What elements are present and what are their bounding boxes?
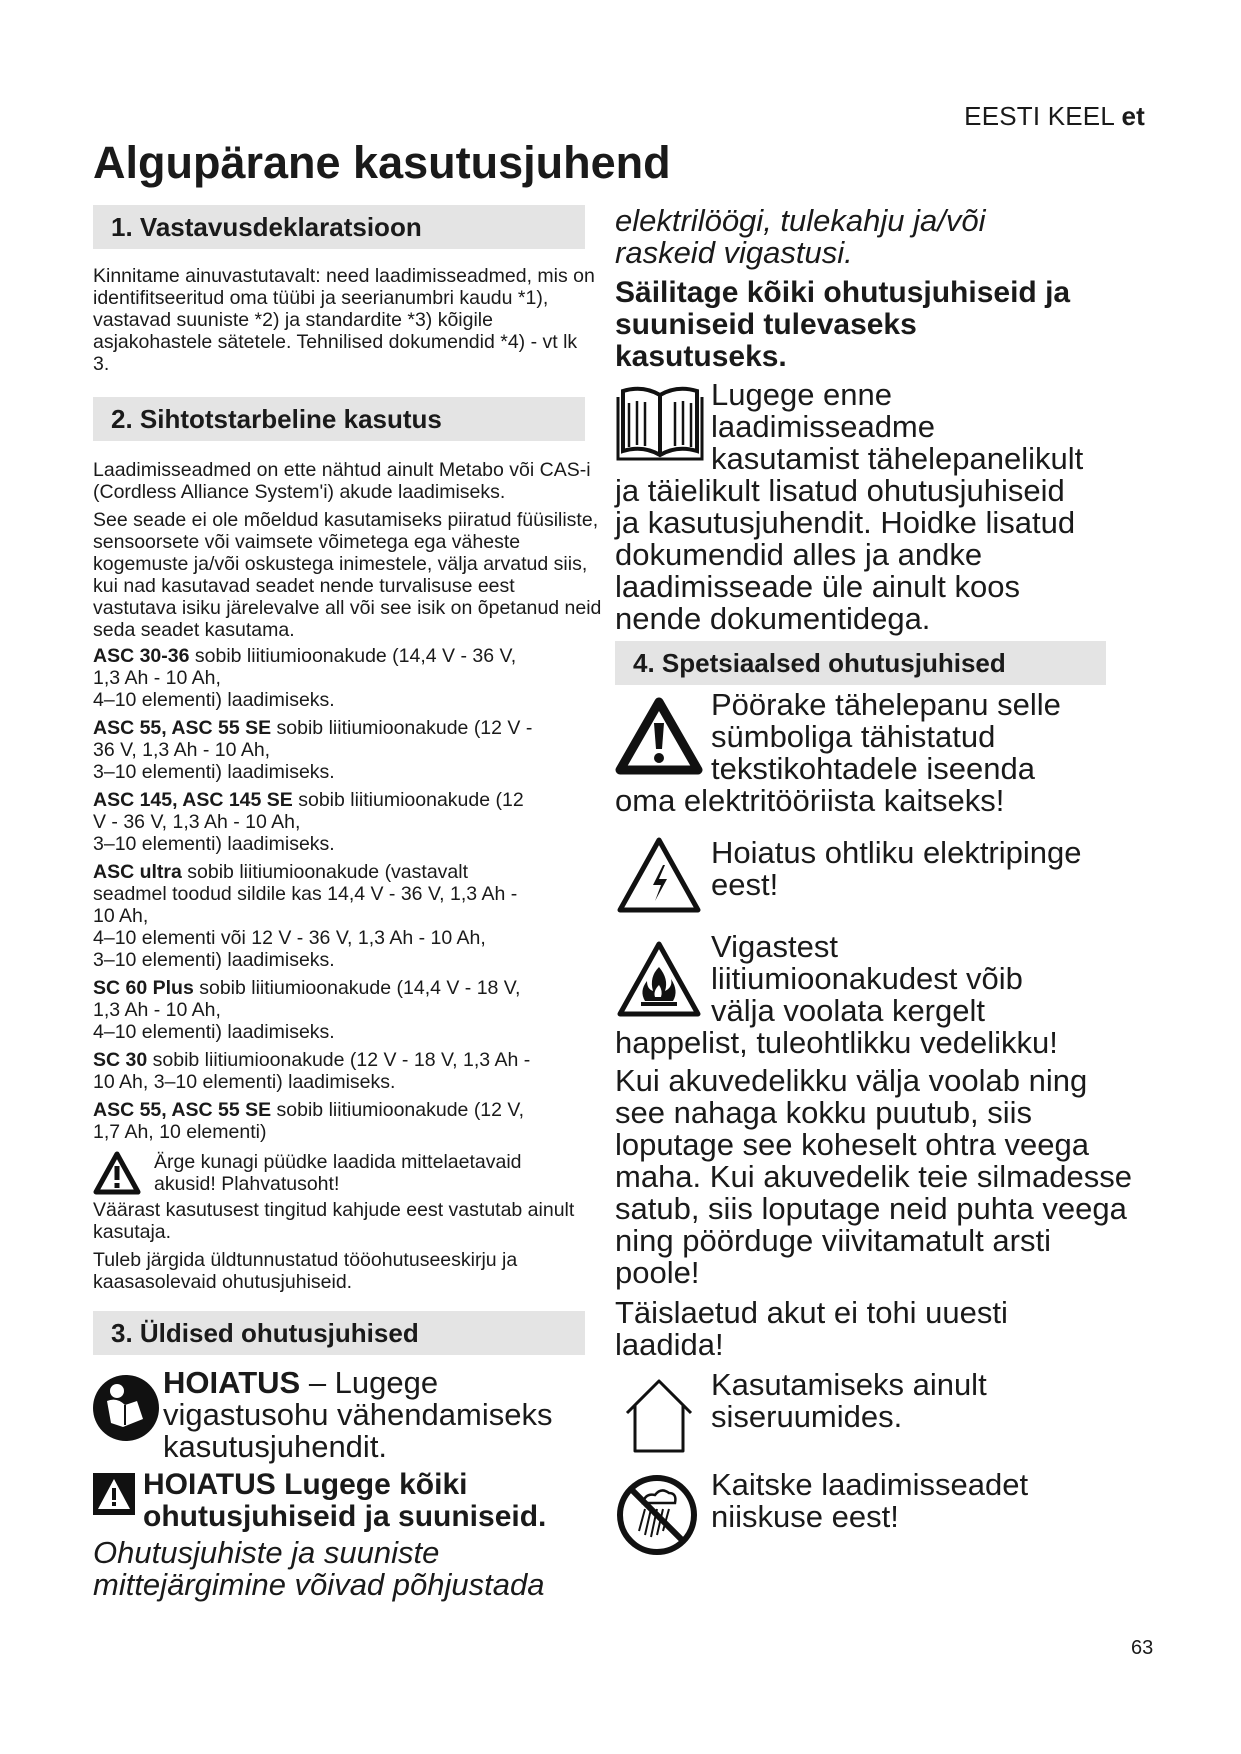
read-manual-warning: HOIATUS – Lugege vigastusohu vähendamiseks kasutusjuhendit. — [93, 1363, 598, 1457]
declaration-text: Kinnitame ainuvastutavalt: need laadimisseadmed, mis on identifitseeritud oma tüübi ja seerianumbri kaudu *1), vastavad suuniste *2) ja standardite *3) kõigile asjakohastele sätetele. Tehnilised dokumendid *4) - vt lk 3. — [93, 265, 595, 375]
open-book-icon — [615, 383, 705, 463]
right-column — [615, 205, 1155, 1561]
battery-fluid-text: Kui akuvedelikku välja voolab ning see nahaga kokku puutub, siis loputage see koheselt ohtra veega maha. Kui akuvedelik teie silmadesse satub, siis loputage neid puhta veega ning pöörduge viivitamatult arsti poole! — [615, 1063, 1132, 1290]
model-entry: ASC 55, ASC 55 SE sobib liitiumioonakude (12 V - 36 V, 1,3 Ah - 10 Ah, 3–10 elementi) laadimiseks. — [93, 717, 533, 783]
liability-text: Väärast kasutusest tingitud kahjude eest vastutab ainult kasutaja. — [93, 1199, 575, 1243]
flammable-icon — [615, 939, 703, 1019]
read-before-use: Lugege enne laadimisseadme kasutamist tähelepanelikult ja täielikult lisatud ohutusjuhiseid ja kasutusjuhendit. Hoidke lisatud dokumendid alles ja andke laadimisseade üle ainult koos nende dokumentidega. — [615, 377, 1084, 636]
safety-rules-text: Tuleb järgida üldtunnustatud tööohutuseeskirju ja kaasasolevaid ohutusjuhiseid. — [93, 1249, 518, 1293]
warning-consequence-text: Ohutusjuhiste ja suuniste mittejärgimine võivad põhjustada — [93, 1535, 545, 1602]
model-entry: ASC 145, ASC 145 SE sobib liitiumioonakude (12 V - 36 V, 1,3 Ah - 10 Ah, 3–10 elementi) laadimiseks. — [93, 789, 524, 855]
intended-use-text-2: See seade ei ole mõeldud kasutamiseks piiratud füüsiliste, sensoorsete või vaimsete võimetega ega väheste kogemuste ja/või oskustega inimestele, välja arvatud siis, kui nad kasutavad seadet nende turvalisuse eest vastutava isiku järelevalve all või see isik on õpetanud neid seda seadet kasutama. — [93, 509, 602, 641]
model-entry: ASC ultra sobib liitiumioonakude (vastavalt seadmel toodud sildile kas 14,4 V - 36 V, 1,3 Ah - 10 Ah, 4–10 elementi või 12 V - 36 V, 1,3 Ah - 10 Ah, 3–10 elementi) laadimiseks. — [93, 861, 518, 971]
house-icon — [617, 1373, 701, 1457]
section-3-heading: 3. Üldised ohutusjuhised — [93, 1311, 585, 1355]
moisture-warning: Kaitske laadimisseadet niiskuse eest! — [615, 1465, 1155, 1561]
language-label: EESTI KEEL et — [964, 101, 1145, 131]
read-manual-icon — [93, 1375, 159, 1441]
model-entry: SC 30 sobib liitiumioonakude (12 V - 18 V, 1,3 Ah - 10 Ah, 3–10 elementi) laadimiseks. — [93, 1049, 531, 1093]
continued-text: elektrilöögi, tulekahju ja/või raskeid vigastusi. — [615, 203, 986, 270]
section-2-heading: 2. Sihtotstarbeline kasutus — [93, 397, 585, 441]
warning-triangle-icon — [93, 1151, 141, 1195]
flammable-warning: Vigastest liitiumioonakudest võib välja voolata kergelt happelist, tuleohtlikku vedelikku! — [615, 929, 1058, 1060]
read-all-warning: HOIATUS Lugege kõiki ohutusjuhiseid ja suuniseid. — [93, 1471, 598, 1537]
page-title: Algupärane kasutusjuhend — [93, 137, 671, 188]
voltage-warning: Hoiatus ohtliku elektripinge eest! — [615, 831, 1155, 931]
attention-note: Pöörake tähelepanu selle sümboliga tähistatud tekstikohtadele iseenda oma elektritööriista kaitseks! — [615, 687, 1061, 818]
model-entry: SC 60 Plus sobib liitiumioonakude (14,4 V - 18 V, 1,3 Ah - 10 Ah, 4–10 elementi) laadimiseks. — [93, 977, 521, 1043]
keep-instructions-text: Säilitage kõiki ohutusjuhiseid ja suuniseid tulevaseks kasutuseks. — [615, 276, 1071, 373]
non-rechargeable-warning: Ärge kunagi püüdke laadida mittelaetavaid akusid! Plahvatusoht! — [93, 1149, 598, 1197]
no-recharge-full-text: Täislaetud akut ei tohi uuesti laadida! — [615, 1295, 1008, 1362]
high-voltage-icon — [615, 835, 703, 915]
intended-use-text-1: Laadimisseadmed on ette nähtud ainult Metabo või CAS-i (Cordless Alliance System'i) akude laadimiseks. — [93, 459, 591, 503]
model-entry: ASC 30-36 sobib liitiumioonakude (14,4 V - 36 V, 1,3 Ah - 10 Ah, 4–10 elementi) laadimiseks. — [93, 645, 517, 711]
section-4-heading: 4. Spetsiaalsed ohutusjuhised — [615, 641, 1106, 685]
no-rain-icon — [615, 1473, 699, 1557]
model-entry: ASC 55, ASC 55 SE sobib liitiumioonakude (12 V, 1,7 Ah, 10 elementi) — [93, 1099, 525, 1143]
section-1-heading: 1. Vastavusdeklaratsioon — [93, 205, 585, 249]
page-number: 63 — [1131, 1637, 1154, 1659]
warning-box-icon — [93, 1473, 135, 1515]
indoor-use-note: Kasutamiseks ainult siseruumides. — [615, 1369, 1155, 1465]
left-column — [93, 205, 602, 1602]
warning-triangle-icon — [615, 697, 703, 775]
